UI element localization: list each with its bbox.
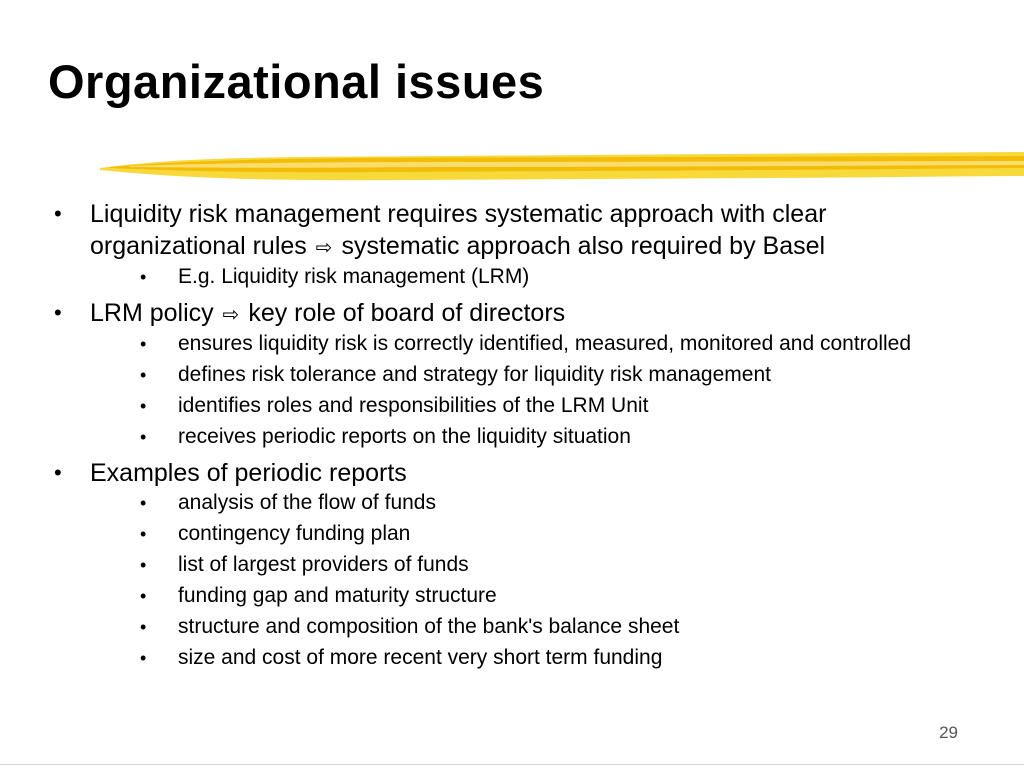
- sub-bullet-text: identifies roles and responsibilities of the LRM Unit: [178, 394, 649, 417]
- sub-bullet-dot: •: [140, 267, 147, 287]
- bullet-2-text-after: key role of board of directors: [248, 299, 566, 327]
- sub-bullet-text: list of largest providers of funds: [178, 553, 469, 576]
- page-number: 29: [939, 723, 958, 742]
- bullet-dot: •: [54, 300, 62, 325]
- bullet-dot: •: [54, 201, 62, 226]
- slide-title: Organizational issues: [48, 55, 545, 108]
- highlighter-underline: [100, 148, 1024, 186]
- bullet-3-sublist: [90, 491, 948, 670]
- bullet-3-text: Examples of periodic reports: [90, 459, 407, 487]
- arrow-right-icon: ⇨: [222, 302, 240, 326]
- sub-bullet-dot: •: [140, 334, 147, 354]
- slide-content: [48, 198, 948, 677]
- sub-bullet-text: contingency funding plan: [178, 522, 411, 545]
- bullet-1-sublist: [90, 265, 948, 289]
- sub-bullet-text: funding gap and maturity structure: [178, 584, 497, 607]
- bullet-1-text-after: systematic approach also required by Basel: [341, 232, 826, 260]
- sub-bullet-dot: •: [140, 555, 147, 575]
- sub-bullet: [90, 425, 948, 449]
- bullet-2-sublist: [90, 332, 948, 449]
- sub-bullet: [90, 363, 948, 387]
- sub-bullet-dot: •: [140, 396, 147, 416]
- sub-bullet: [90, 615, 948, 639]
- sub-bullet-text: defines risk tolerance and strategy for liquidity risk management: [178, 363, 771, 386]
- arrow-right-icon: ⇨: [315, 235, 333, 259]
- sub-bullet: [90, 332, 948, 356]
- sub-bullet: [90, 553, 948, 577]
- sub-bullet: [90, 522, 948, 546]
- sub-bullet-dot: •: [140, 493, 147, 513]
- sub-bullet: [90, 265, 948, 289]
- bullet-dot: •: [54, 460, 62, 485]
- sub-bullet-text: E.g. Liquidity risk management (LRM): [178, 265, 530, 288]
- bottom-divider: [0, 764, 1024, 765]
- sub-bullet-dot: •: [140, 365, 147, 385]
- sub-bullet-dot: •: [140, 648, 147, 668]
- sub-bullet: [90, 394, 948, 418]
- sub-bullet-text: analysis of the flow of funds: [178, 491, 436, 514]
- bullet-1: [48, 198, 948, 289]
- sub-bullet: [90, 584, 948, 608]
- sub-bullet-dot: •: [140, 617, 147, 637]
- sub-bullet-text: size and cost of more recent very short term funding: [178, 646, 663, 669]
- bullet-3: [48, 457, 948, 670]
- bullet-2-text: LRM policy: [90, 299, 214, 327]
- sub-bullet-text: structure and composition of the bank's balance sheet: [178, 615, 680, 638]
- bullet-1-text: Liquidity risk management requires systematic approach with clear organizational rules: [90, 200, 827, 260]
- sub-bullet-text: ensures liquidity risk is correctly identified, measured, monitored and controlled: [178, 332, 912, 355]
- sub-bullet-dot: •: [140, 524, 147, 544]
- sub-bullet-dot: •: [140, 586, 147, 606]
- sub-bullet: [90, 646, 948, 670]
- sub-bullet-dot: •: [140, 427, 147, 447]
- sub-bullet: [90, 491, 948, 515]
- bullet-2: [48, 297, 948, 449]
- sub-bullet-text: receives periodic reports on the liquidity situation: [178, 425, 631, 448]
